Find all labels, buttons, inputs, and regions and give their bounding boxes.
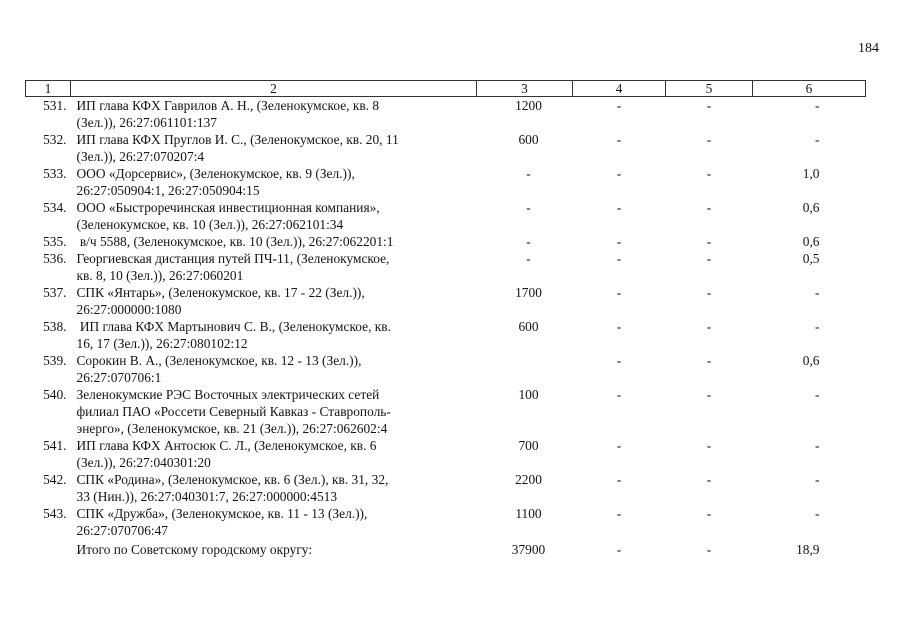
col4-value: -: [616, 353, 622, 368]
row-name-line: ООО «Дорсервис», (Зеленокумское, кв. 9 (Зел.)),: [76, 166, 355, 181]
col6-value: -: [815, 285, 820, 300]
row-name-line: 33 (Нин.)), 26:27:040301:7, 26:27:000000:4513: [76, 489, 338, 504]
row-name-line: (Зел.)), 26:27:061101:137: [76, 115, 217, 130]
col4-value: -: [616, 387, 622, 402]
row-name: [71, 165, 477, 199]
row-number: 538.: [43, 319, 67, 334]
table-row: [26, 165, 866, 199]
table-row: [26, 233, 866, 250]
column-header-row: [26, 81, 866, 97]
row-name-line: филиал ПАО «Россети Северный Кавказ - Ставрополь-: [76, 404, 391, 419]
table-row: [26, 131, 866, 165]
col3-value: 600: [518, 319, 539, 334]
col3-value: 1700: [515, 285, 542, 300]
col4-value: -: [616, 506, 622, 521]
row-number: 533.: [43, 166, 67, 181]
row-number: 540.: [43, 387, 67, 402]
row-name-line: ИП глава КФХ Пруглов И. С., (Зеленокумское, кв. 20, 11: [76, 132, 399, 147]
row-number: 537.: [43, 285, 67, 300]
column-header: 4: [573, 81, 666, 97]
row-name-line: СПК «Дружба», (Зеленокумское, кв. 11 - 13 (Зел.)),: [76, 506, 368, 521]
col5-value: -: [706, 438, 712, 453]
row-name-line: (Зел.)), 26:27:040301:20: [76, 455, 211, 470]
col6-value: 0,5: [802, 251, 820, 266]
col4-value: -: [616, 285, 622, 300]
row-name-line: 26:27:070706:47: [76, 523, 169, 538]
table-row: [26, 352, 866, 386]
col6-value: 0,6: [802, 200, 820, 215]
row-name-line: ИП глава КФХ Гаврилов А. Н., (Зеленокумское, кв. 8: [76, 98, 380, 113]
column-header: 2: [71, 81, 477, 97]
col3-value: 1200: [515, 98, 542, 113]
col5-value: -: [706, 132, 712, 147]
total-col3: 37900: [511, 542, 546, 557]
col6-value: -: [815, 98, 820, 113]
column-header: 3: [477, 81, 573, 97]
table-row: [26, 199, 866, 233]
col6-value: 0,6: [802, 353, 820, 368]
row-number: 542.: [43, 472, 67, 487]
total-col5: -: [706, 542, 712, 557]
column-header: 5: [666, 81, 753, 97]
row-name-line: 16, 17 (Зел.)), 26:27:080102:12: [76, 336, 248, 351]
row-name-line: энерго», (Зеленокумское, кв. 21 (Зел.)), 26:27:062602:4: [76, 421, 388, 436]
col5-value: -: [706, 506, 712, 521]
col3-value: -: [526, 200, 531, 215]
row-name: [71, 250, 477, 284]
column-header: 6: [753, 81, 866, 97]
row-name-line: ООО «Быстроречинская инвестиционная компания»,: [76, 200, 380, 215]
row-number: 541.: [43, 438, 67, 453]
col3-value: -: [526, 251, 531, 266]
col5-value: -: [706, 353, 712, 368]
col4-value: -: [616, 234, 622, 249]
col5-value: -: [706, 166, 712, 181]
row-name: [71, 233, 477, 250]
total-row: [26, 539, 866, 558]
row-name-line: в/ч 5588, (Зеленокумское, кв. 10 (Зел.)), 26:27:062201:1: [76, 234, 394, 249]
col6-value: 0,6: [802, 234, 820, 249]
col5-value: -: [706, 472, 712, 487]
row-name: [71, 131, 477, 165]
total-col6: 18,9: [796, 542, 820, 557]
land-table: [25, 80, 866, 558]
total-spacer: [26, 539, 71, 558]
row-number: 532.: [43, 132, 67, 147]
col5-value: -: [706, 234, 712, 249]
col6-value: -: [815, 438, 820, 453]
row-name: [71, 386, 477, 437]
col4-value: -: [616, 319, 622, 334]
col4-value: -: [616, 438, 622, 453]
table-row: [26, 505, 866, 539]
col6-value: 1,0: [802, 166, 820, 181]
table-row: [26, 284, 866, 318]
col4-value: -: [616, 166, 622, 181]
col4-value: -: [616, 132, 622, 147]
row-name: [71, 97, 477, 132]
col4-value: -: [616, 98, 622, 113]
col6-value: -: [815, 132, 820, 147]
table-row: [26, 471, 866, 505]
row-name-line: 26:27:050904:1, 26:27:050904:15: [76, 183, 260, 198]
row-name-line: 26:27:000000:1080: [76, 302, 182, 317]
row-number: 543.: [43, 506, 67, 521]
row-name: [71, 318, 477, 352]
col6-value: -: [815, 506, 820, 521]
page-number: 184: [858, 41, 879, 56]
col5-value: -: [706, 200, 712, 215]
col3-value: -: [526, 166, 531, 181]
col3-value: 700: [518, 438, 539, 453]
row-name-line: (Зел.)), 26:27:070207:4: [76, 149, 205, 164]
row-name-line: СПК «Родина», (Зеленокумское, кв. 6 (Зел.), кв. 31, 32,: [76, 472, 389, 487]
row-name-line: (Зеленокумское, кв. 10 (Зел.)), 26:27:062101:34: [76, 217, 344, 232]
row-name: [71, 471, 477, 505]
col3-value: 600: [518, 132, 539, 147]
row-name-line: Георгиевская дистанция путей ПЧ-11, (Зеленокумское,: [76, 251, 390, 266]
col3-value: [477, 352, 573, 386]
row-name-line: 26:27:070706:1: [76, 370, 162, 385]
table-row: [26, 97, 866, 132]
col3-value: 100: [518, 387, 539, 402]
row-name: [71, 352, 477, 386]
row-name-line: ИП глава КФХ Антосюк С. Л., (Зеленокумское, кв. 6: [76, 438, 377, 453]
col3-value: 1100: [515, 506, 542, 521]
col3-value: -: [526, 234, 531, 249]
row-number: 531.: [43, 98, 67, 113]
col4-value: -: [616, 251, 622, 266]
table-row: [26, 318, 866, 352]
col5-value: -: [706, 98, 712, 113]
row-name: [71, 199, 477, 233]
col4-value: -: [616, 200, 622, 215]
row-name: [71, 284, 477, 318]
row-name-line: Сорокин В. А., (Зеленокумское, кв. 12 - 13 (Зел.)),: [76, 353, 362, 368]
row-number: 534.: [43, 200, 67, 215]
table-row: [26, 386, 866, 437]
row-name-line: ИП глава КФХ Мартынович С. В., (Зеленокумское, кв.: [76, 319, 391, 334]
col5-value: -: [706, 285, 712, 300]
col3-value: 2200: [515, 472, 542, 487]
col5-value: -: [706, 387, 712, 402]
row-name: [71, 505, 477, 539]
table-row: [26, 250, 866, 284]
col5-value: -: [706, 319, 712, 334]
row-name-line: СПК «Янтарь», (Зеленокумское, кв. 17 - 22 (Зел.)),: [76, 285, 365, 300]
column-header: 1: [26, 81, 71, 97]
row-number: 536.: [43, 251, 67, 266]
row-number: 535.: [43, 234, 67, 249]
col4-value: -: [616, 472, 622, 487]
col6-value: -: [815, 472, 820, 487]
total-label: Итого по Советскому городскому округу:: [76, 542, 313, 557]
col5-value: -: [706, 251, 712, 266]
row-name-line: кв. 8, 10 (Зел.)), 26:27:060201: [76, 268, 244, 283]
row-number: 539.: [43, 353, 67, 368]
col6-value: -: [815, 319, 820, 334]
row-name: [71, 437, 477, 471]
col6-value: -: [815, 387, 820, 402]
total-col4: -: [616, 542, 622, 557]
row-name-line: Зеленокумские РЭС Восточных электрических сетей: [76, 387, 380, 402]
table-row: [26, 437, 866, 471]
